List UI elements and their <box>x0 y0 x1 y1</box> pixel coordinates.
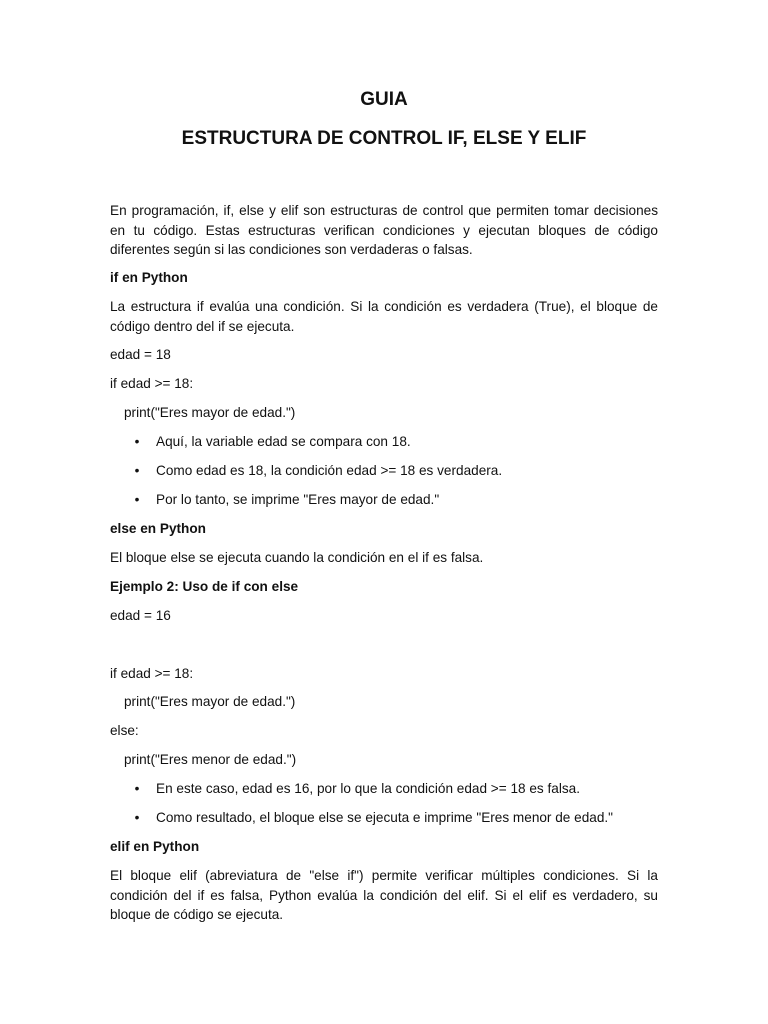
bullet-icon: • <box>134 781 140 796</box>
elif-description: El bloque elif (abreviatura de "else if") permite verificar múltiples condiciones. Si la condición del if es falsa, Python evalúa la condición del elif. Si el elif es verdadero, su bloque de código se ejecuta. <box>110 868 658 922</box>
list-item <box>134 779 656 799</box>
else-description: El bloque else se ejecuta cuando la condición en el if es falsa. <box>110 550 484 565</box>
bullet-icon: • <box>134 434 140 449</box>
page-title: GUIA <box>360 89 408 110</box>
page-subtitle: ESTRUCTURA DE CONTROL IF, ELSE Y ELIF <box>181 128 587 149</box>
code-line: print("Eres mayor de edad.") <box>124 694 296 709</box>
code-line: if edad >= 18: <box>110 376 194 391</box>
intro-paragraph: En programación, if, else y elif son estructuras de control que permiten tomar decisiones en tu código. Estas estructuras verifican condiciones y ejecutan bloques de código diferentes según si las condiciones son verdaderas o falsas. <box>110 203 658 257</box>
list-item-text: Como resultado, el bloque else se ejecuta e imprime "Eres menor de edad." <box>156 810 613 825</box>
code-line: if edad >= 18: <box>110 666 194 681</box>
if-heading: if en Python <box>110 270 188 285</box>
list-item-text: Aquí, la variable edad se compara con 18. <box>156 434 411 449</box>
bullet-icon: • <box>134 810 140 825</box>
bullet-icon: • <box>134 463 140 478</box>
bullet-icon: • <box>134 492 140 507</box>
list-item-text: En este caso, edad es 16, por lo que la condición edad >= 18 es falsa. <box>156 781 580 796</box>
else-heading: else en Python <box>110 521 206 536</box>
code-line: else: <box>110 723 139 738</box>
code-line: edad = 16 <box>110 608 171 623</box>
code-line: print("Eres menor de edad.") <box>124 752 297 767</box>
list-item <box>134 461 656 481</box>
elif-heading: elif en Python <box>110 839 200 854</box>
list-item <box>134 432 656 452</box>
list-item-text: Por lo tanto, se imprime "Eres mayor de edad." <box>156 492 440 507</box>
example-heading: Ejemplo 2: Uso de if con else <box>110 579 299 594</box>
list-item <box>134 490 656 510</box>
code-line: print("Eres mayor de edad.") <box>124 405 296 420</box>
list-item <box>134 808 656 828</box>
code-line: edad = 18 <box>110 347 171 362</box>
list-item-text: Como edad es 18, la condición edad >= 18 es verdadera. <box>156 463 503 478</box>
if-description: La estructura if evalúa una condición. Si la condición es verdadera (True), el bloque de código dentro del if se ejecuta. <box>110 299 658 334</box>
